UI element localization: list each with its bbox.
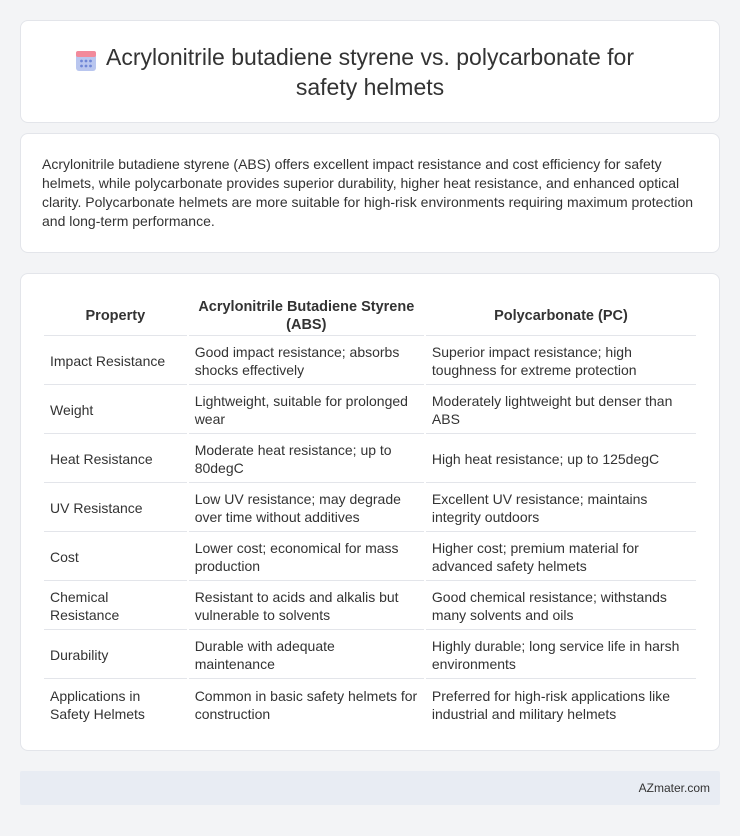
row-property: Weight bbox=[44, 387, 187, 434]
footer-bar bbox=[20, 771, 720, 805]
row-property: Durability bbox=[44, 632, 187, 679]
summary-text: Acrylonitrile butadiene styrene (ABS) offers excellent impact resistance and cost efficiency for safety helmets, while polycarbonate provides superior durability, higher heat resistance, and enhanced optical clarity. Polycarbonate helmets are more suitable for high-risk environments requiring maximum protection and long-term performance. bbox=[42, 156, 694, 229]
row-abs-value: Low UV resistance; may degrade over time without additives bbox=[189, 485, 424, 532]
table-row bbox=[44, 681, 696, 728]
row-pc-value: Preferred for high-risk applications like industrial and military helmets bbox=[431, 687, 670, 722]
row-pc-value: Highly durable; long service life in harsh environments bbox=[426, 632, 696, 679]
row-pc-value: Moderately lightweight but denser than ABS bbox=[426, 387, 696, 434]
row-property: Impact Resistance bbox=[44, 338, 187, 385]
row-property: Heat Resistance bbox=[44, 436, 187, 483]
row-abs-value: Lower cost; economical for mass production bbox=[189, 534, 424, 581]
row-property: Applications in Safety Helmets bbox=[50, 687, 145, 722]
footer-brand: AZmater.com bbox=[638, 781, 710, 795]
row-pc-value: Good chemical resistance; withstands many solvents and oils bbox=[426, 583, 696, 630]
row-pc-value: Superior impact resistance; high toughness for extreme protection bbox=[426, 338, 696, 385]
row-abs-value: Lightweight, suitable for prolonged wear bbox=[189, 387, 424, 434]
header-abs: Acrylonitrile Butadiene Styrene (ABS) bbox=[189, 296, 424, 336]
comparison-table bbox=[42, 294, 698, 730]
row-abs-value: Common in basic safety helmets for construction bbox=[194, 687, 418, 722]
table-row bbox=[44, 387, 696, 434]
table-row bbox=[44, 338, 696, 385]
row-pc-value: High heat resistance; up to 125degC bbox=[426, 436, 696, 483]
table-row bbox=[44, 436, 696, 483]
table-header-row bbox=[44, 296, 696, 336]
table-row bbox=[44, 632, 696, 679]
row-abs-value: Moderate heat resistance; up to 80degC bbox=[189, 436, 424, 483]
summary-card bbox=[20, 133, 720, 253]
comparison-table-card bbox=[20, 273, 720, 751]
page-title: Acrylonitrile butadiene styrene vs. polycarbonate for safety helmets bbox=[105, 43, 634, 100]
row-property: UV Resistance bbox=[44, 485, 187, 532]
row-abs-value: Durable with adequate maintenance bbox=[189, 632, 424, 679]
header-property: Property bbox=[44, 296, 187, 336]
row-abs-value: Good impact resistance; absorbs shocks effectively bbox=[189, 338, 424, 385]
table-row bbox=[44, 534, 696, 581]
table-row bbox=[44, 485, 696, 532]
row-property: Cost bbox=[44, 534, 187, 581]
header-pc: Polycarbonate (PC) bbox=[426, 296, 696, 336]
row-property: Chemical Resistance bbox=[44, 583, 187, 630]
row-pc-value: Excellent UV resistance; maintains integrity outdoors bbox=[426, 485, 696, 532]
row-abs-value: Resistant to acids and alkalis but vulnerable to solvents bbox=[189, 583, 424, 630]
header-card bbox=[20, 20, 720, 123]
table-row bbox=[44, 583, 696, 630]
row-pc-value: Higher cost; premium material for advanced safety helmets bbox=[426, 534, 696, 581]
